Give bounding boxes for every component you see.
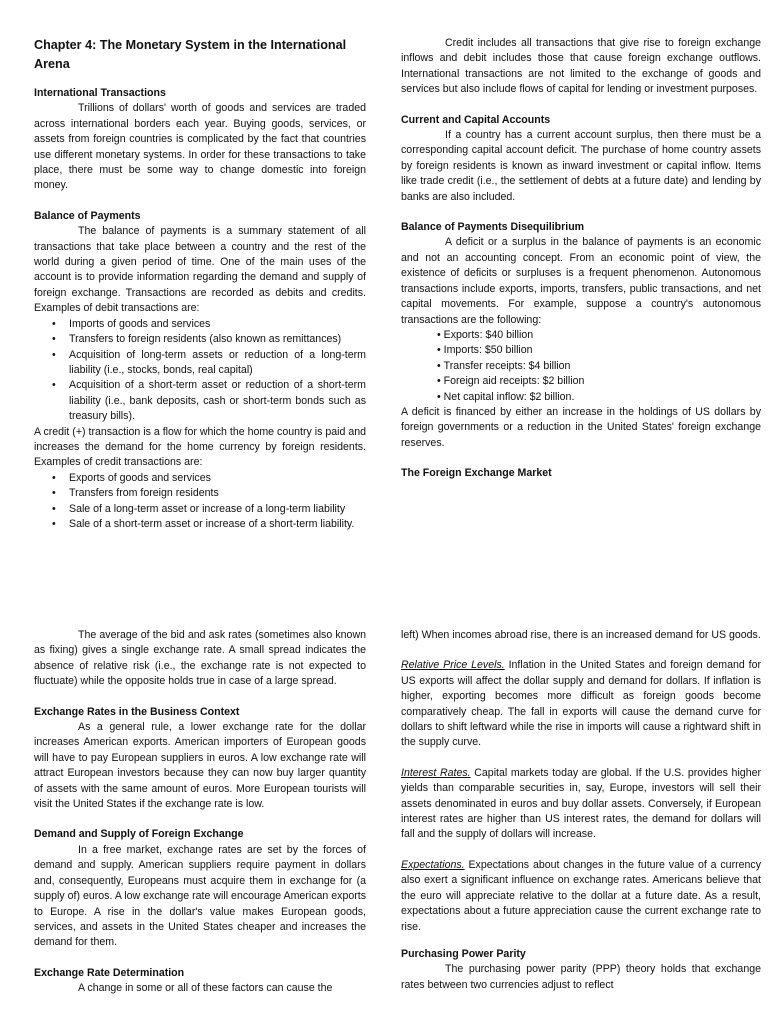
autonomous-transactions-list xyxy=(401,328,761,405)
credit-paragraph: A credit (+) transaction is a flow for which the home country is paid and increases the demand for the home currency by foreign residents. Examples of credit transactions are: xyxy=(34,425,366,469)
credit-list xyxy=(34,471,366,533)
balance-of-payments-paragraph: The balance of payments is a summary statement of all transactions that take place between a country and the rest of the world during a given period of time. One of the main uses of the account is to provide information regarding the demand and supply of foreign exchange. Transactions are recorded as debits and credits. Examples of debit transactions are: xyxy=(34,225,366,315)
purchasing-power-parity-paragraph: The purchasing power parity (PPP) theory holds that exchange rates between two currencies adjust to reflect xyxy=(401,963,761,991)
list-item: • Transfers to foreign residents (also known as remittances) xyxy=(69,332,366,347)
page-bottom-edge xyxy=(0,1016,768,1024)
current-capital-accounts-paragraph: If a country has a current account surplus, then there must be a corresponding capital account deficit. The purchase of home country assets by foreign residents is known as inward investment or capital inflow. Items like trade credit (i.e., the settlement of debts at a future date) and lending by banks are also included. xyxy=(401,129,761,203)
intl-transactions-heading: International Transactions xyxy=(34,87,166,99)
credit-definition-paragraph: Credit includes all transactions that give rise to foreign exchange inflows and debit includes those that cause foreign exchange outflows. International transactions are not limited to the exchange of goods and services but also include flows of capital for lending or investment purposes. xyxy=(401,37,761,96)
chapter-title: Chapter 4: The Monetary System in the International Arena xyxy=(34,38,347,71)
list-item: • Foreign aid receipts: $2 billion xyxy=(437,374,761,389)
right-bottom-column xyxy=(401,628,761,993)
debit-list xyxy=(34,317,366,425)
deficit-paragraph: A deficit is financed by either an increase in the holdings of US dollars by foreign governments or a reduction in the United States' foreign exchange reserves. xyxy=(401,405,761,449)
expectations-label: Expectations. xyxy=(401,858,465,871)
demand-supply-heading: Demand and Supply of Foreign Exchange xyxy=(34,828,244,841)
list-item: • Sale of a short-term asset or increase of a short-term liability. xyxy=(69,517,366,532)
list-item: • Net capital inflow: $2 billion. xyxy=(437,390,761,405)
interest-rates-paragraph xyxy=(401,766,761,843)
left-top-column xyxy=(34,36,366,532)
current-capital-accounts-heading: Current and Capital Accounts xyxy=(401,113,551,126)
list-item: • Sale of a long-term asset or increase of a long-term liability xyxy=(69,502,366,517)
list-item: • Imports: $50 billion xyxy=(437,343,761,358)
list-item: • Acquisition of long-term assets or reduction of a long-term liability (i.e., stocks, bonds, real capital) xyxy=(69,348,366,379)
demand-supply-paragraph: In a free market, exchange rates are set by the forces of demand and supply. American suppliers require payment in dollars and, consequently, Europeans must acquire them in exchange for (a supply of) euros. A low exchange rate will encourage American exports to Europe. A rise in the dollar's value makes European goods, services, and assets in the United States cheaper and increases the demand for them. xyxy=(34,843,366,949)
exchange-rate-determination-heading: Exchange Rate Determination xyxy=(34,966,185,979)
interest-rates-text: Capital markets today are global. If the U.S. provides higher yields than comparable securities in, say, Europe, investors will sell their assets denominated in euros and buy dollar assets. Conversely, if European interest rates are higher than US interest rates, the demand for dollars will fall and the supply of dollars will increase. xyxy=(401,766,762,841)
right-top-column xyxy=(401,36,761,482)
expectations-paragraph xyxy=(401,858,761,935)
list-item: • Transfers from foreign residents xyxy=(69,486,366,501)
list-item: • Acquisition of a short-term asset or reduction of a short-term liability (i.e., bank deposits, cash or short-term bonds such as treasury bills). xyxy=(69,378,366,424)
left-bottom-column xyxy=(34,628,366,997)
bop-disequilibrium-paragraph: A deficit or a surplus in the balance of payments is an economic and not an accounting concept. From an economic point of view, the existence of deficits or surpluses is a frequent phenomenon. Autonomous transactions include exports, imports, transfers, public transactions, and net capital movements. For example, suppose a country's autonomous transactions are the following: xyxy=(401,236,761,326)
bop-disequilibrium-heading: Balance of Payments Disequilibrium xyxy=(401,221,585,234)
exchange-rate-determination-paragraph: A change in some or all of these factors can cause the xyxy=(78,982,333,995)
exchange-rates-business-paragraph: As a general rule, a lower exchange rate for the dollar increases American exports. American importers of European goods will have to pay European suppliers in euros. A low exchange rate will attract European investors because they can now buy larger quantity of assets with the same amount of euros. More European tourists will visit the United States if the exchange rate is low. xyxy=(34,721,366,811)
foreign-exchange-market-heading: The Foreign Exchange Market xyxy=(401,467,552,480)
incomes-paragraph: left) When incomes abroad rise, there is an increased demand for US goods. xyxy=(401,629,761,641)
expectations-text: Expectations about changes in the future value of a currency also exert a significant influence on exchange rates. Americans believe that the euro will appreciate relative to the dollar at a future date. As a result, expectations about a future appreciation cause the current exchange rate to rise. xyxy=(401,858,761,933)
relative-price-levels-paragraph xyxy=(401,658,761,750)
list-item: • Transfer receipts: $4 billion xyxy=(437,359,761,374)
balance-of-payments-heading: Balance of Payments xyxy=(34,209,141,222)
relative-price-levels-text: Inflation in the United States and foreign demand for US exports will affect the dollar supply and demand for dollars. If inflation is higher, exporting becomes more difficult as foreign goods become comparatively cheap. The fall in exports will cause the demand curve for dollars to shift leftward while the rise in imports will cause a rightward shift in the supply curve. xyxy=(401,659,761,749)
intl-transactions-paragraph: Trillions of dollars' worth of goods and services are traded across international borders each year. Buying goods, services, or assets from foreign countries is complicated by the fact that countries use different monetary systems. In order for these transactions to take place, there must be some way to change domestic into foreign money. xyxy=(34,102,366,192)
exchange-rates-business-heading: Exchange Rates in the Business Context xyxy=(34,705,240,718)
relative-price-levels-label: Relative Price Levels. xyxy=(401,659,505,672)
bid-ask-paragraph: The average of the bid and ask rates (sometimes also known as fixing) gives a single exchange rate. A small spread indicates the absence of relative risk (i.e., the exchange rate is not expected to fluctuate) while the opposite holds true in case of a large spread. xyxy=(34,629,366,688)
list-item: • Exports of goods and services xyxy=(69,471,366,486)
list-item: • Exports: $40 billion xyxy=(437,328,761,343)
purchasing-power-parity-heading: Purchasing Power Parity xyxy=(401,947,526,960)
interest-rates-label: Interest Rates. xyxy=(401,766,471,779)
list-item: • Imports of goods and services xyxy=(69,317,366,332)
